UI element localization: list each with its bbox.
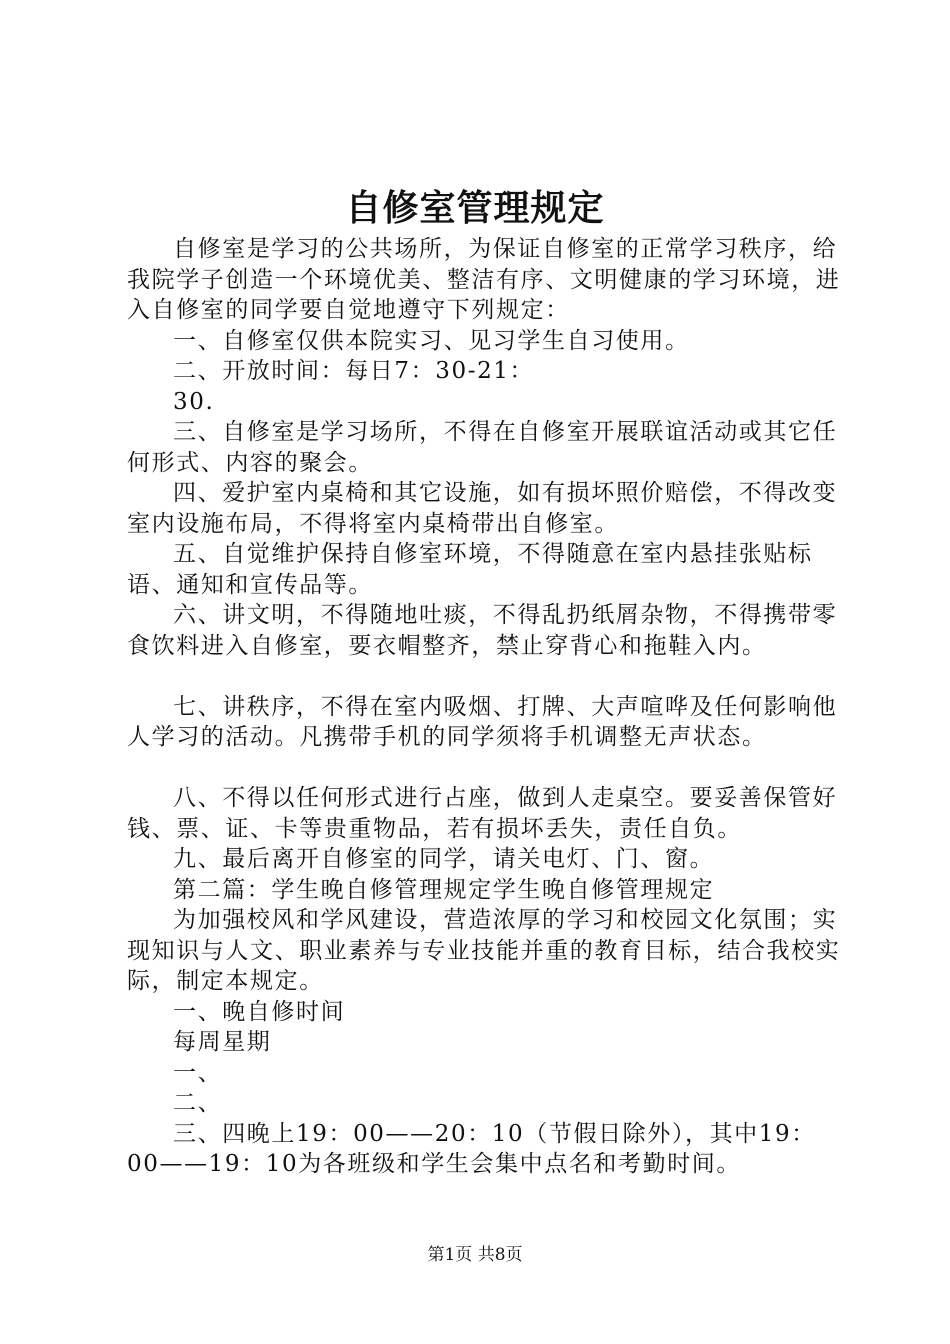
paragraph-rule-1: 一、自修室仅供本院实习、见习学生自习使用。 (173, 327, 690, 354)
paragraph-rule-7: 七、讲秩序，不得在室内吸烟、打牌、大声喧哗及任何影响他人学习的活动。凡携带手机的同学须将手机调整无声状态。 (127, 693, 838, 750)
page-number-footer: 第1页 共8页 (427, 1245, 523, 1265)
paragraph-weekday-3-4: 三、四晚上19：00——20：10（节假日除外），其中19：00——19：10为各班级和学生会集中点名和考勤时间。 (127, 1120, 816, 1177)
paragraph-rule-2: 二、开放时间：每日7：30-21： (173, 358, 535, 384)
paragraph-rule-8: 八、不得以任何形式进行占座，做到人走桌空。要妥善保管好钱、票、证、卡等贵重物品，若有损坏丢失，责任自负。 (127, 785, 838, 842)
paragraph-intro: 自修室是学习的公共场所，为保证自修室的正常学习秩序，给我院学子创造一个环境优美、整洁有序、文明健康的学习环境，进入自修室的同学要自觉地遵守下列规定： (127, 236, 841, 323)
paragraph-rule-3: 三、自修室是学习场所，不得在自修室开展联谊活动或其它任何形式、内容的聚会。 (127, 419, 838, 476)
blank-line (127, 753, 847, 784)
paragraph-weekday-2: 二、 (173, 1090, 223, 1116)
document-title: 自修室管理规定 (345, 187, 605, 229)
paragraph-section-2-title: 第二篇：学生晚自修管理规定学生晚自修管理规定 (173, 876, 715, 903)
document-body (127, 234, 847, 1180)
paragraph-rule-6: 六、讲文明，不得随地吐痰，不得乱扔纸屑杂物，不得携带零食饮料进入自修室，要衣帽整齐，禁止穿背心和拖鞋入内。 (127, 602, 838, 659)
paragraph-rule-4: 四、爱护室内桌椅和其它设施，如有损坏照价赔偿，不得改变室内设施布局，不得将室内桌椅带出自修室。 (127, 480, 838, 537)
paragraph-rule-9: 九、最后离开自修室的同学，请关电灯、门、窗。 (173, 846, 715, 872)
paragraph-heading-time: 一、晚自修时间 (173, 998, 346, 1025)
paragraph-rule-5: 五、自觉维护保持自修室环境，不得随意在室内悬挂张贴标语、通知和宣传品等。 (127, 541, 813, 598)
paragraph-section-2-intro: 为加强校风和学风建设，营造浓厚的学习和校园文化氛围；实现知识与人文、职业素养与专业技能并重的教育目标，结合我校实际，制定本规定。 (127, 907, 841, 994)
paragraph-weekday-1: 一、 (173, 1059, 223, 1086)
blank-line (127, 661, 847, 692)
paragraph-rule-2-cont: 30. (173, 388, 215, 415)
paragraph-weekday: 每周星期 (173, 1029, 272, 1055)
